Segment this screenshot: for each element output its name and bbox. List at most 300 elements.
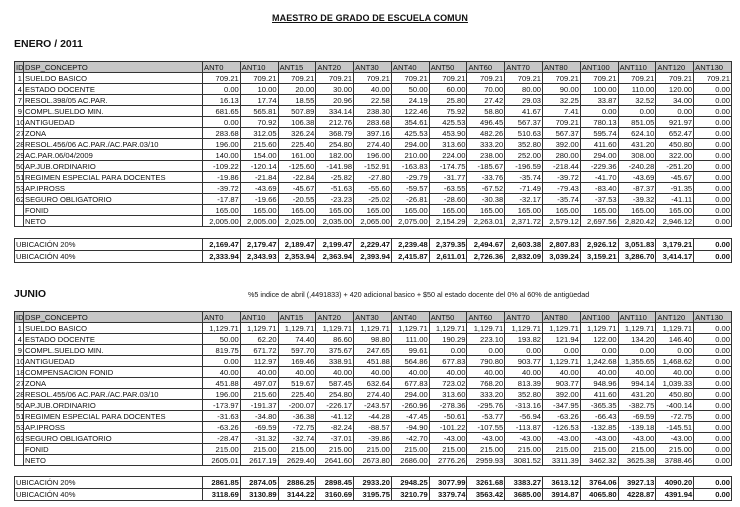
summary-value: 2,603.38	[505, 239, 543, 251]
cell-value: -31.32	[240, 433, 278, 444]
table-row	[15, 216, 732, 227]
cell-value: 671.72	[240, 345, 278, 356]
cell-value: -66.43	[580, 411, 618, 422]
row-id: 1	[15, 323, 24, 334]
cell-value: -71.49	[505, 183, 543, 194]
row-concept: AC.PAR.06/04/2009	[24, 150, 203, 161]
cell-value: -43.00	[505, 433, 543, 444]
row-id: 4	[15, 84, 24, 95]
row-id: 27	[16, 378, 25, 388]
cell-value: -243.57	[354, 400, 392, 411]
cell-value: 86.60	[316, 334, 354, 345]
cell-value: 0.00	[694, 356, 732, 367]
cell-value: 0.00	[618, 106, 656, 117]
cell-value: 20.00	[278, 84, 316, 95]
table-row	[15, 172, 732, 183]
summary-value: 3077.99	[429, 477, 467, 489]
cell-value: 165.00	[203, 205, 241, 216]
column-header: ANT50	[429, 62, 467, 73]
cell-value: 50.00	[391, 84, 429, 95]
summary-value: 2,494.67	[467, 239, 505, 251]
cell-value: -196.59	[505, 161, 543, 172]
table-row	[15, 422, 732, 433]
cell-value: 352.80	[505, 389, 543, 400]
cell-value: -26.81	[391, 194, 429, 205]
cell-value: 2,946.12	[656, 216, 694, 227]
cell-value: 0.00	[694, 444, 732, 455]
cell-value: 709.21	[316, 73, 354, 84]
cell-value: 58.80	[467, 106, 505, 117]
summary-value: 3927.13	[618, 477, 656, 489]
cell-value: 1,129.71	[354, 323, 392, 334]
summary-row	[15, 489, 732, 501]
table-row	[15, 378, 732, 389]
summary-value: 2874.05	[240, 477, 278, 489]
row-concept: ZONA	[24, 378, 203, 389]
row-id: 10	[16, 356, 25, 366]
cell-value: -23.23	[316, 194, 354, 205]
cell-value: 238.30	[354, 106, 392, 117]
cell-value: 165.00	[656, 205, 694, 216]
cell-value: 0.00	[467, 345, 505, 356]
cell-value: -43.00	[656, 433, 694, 444]
cell-value: 425.53	[429, 117, 467, 128]
cell-value: 597.70	[278, 345, 316, 356]
cell-value: 40.00	[580, 367, 618, 378]
cell-value: -72.75	[278, 422, 316, 433]
cell-value: 632.64	[354, 378, 392, 389]
cell-value: 0.00	[694, 95, 732, 106]
cell-value: 768.20	[467, 378, 505, 389]
cell-value: 0.00	[694, 106, 732, 117]
cell-value: 224.00	[429, 150, 467, 161]
cell-value: 165.00	[391, 205, 429, 216]
cell-value: -69.59	[240, 422, 278, 433]
cell-value: -39.72	[543, 172, 581, 183]
cell-value: 40.00	[240, 367, 278, 378]
row-concept: COMPL.SUELDO MIN.	[24, 345, 203, 356]
row-id: 9	[15, 345, 24, 356]
row-concept: REGIMEN ESPECIAL PARA DOCENTES	[24, 172, 203, 183]
cell-value: 196.00	[203, 139, 241, 150]
cell-value: -173.97	[203, 400, 241, 411]
column-header: ANT10	[240, 312, 278, 323]
cell-value: 903.77	[505, 356, 543, 367]
summary-value: 3563.42	[467, 489, 505, 501]
cell-value: 652.47	[656, 128, 694, 139]
summary-value: 2,353.94	[278, 251, 316, 263]
cell-value: -33.76	[467, 172, 505, 183]
cell-value: 994.14	[618, 378, 656, 389]
summary-value: 3,051.83	[618, 239, 656, 251]
row-concept: RESOL.398/05 AC.PAR.	[24, 95, 203, 106]
cell-value: 40.00	[391, 367, 429, 378]
cell-value: -88.57	[354, 422, 392, 433]
cell-value: 134.20	[618, 334, 656, 345]
cell-value: -120.14	[240, 161, 278, 172]
cell-value: 2686.00	[391, 455, 429, 466]
cell-value: -32.17	[505, 194, 543, 205]
header-row	[15, 312, 732, 323]
cell-value: 3625.38	[618, 455, 656, 466]
summary-label: UBICACIÓN 40%	[15, 251, 203, 263]
enero-summary-table	[14, 238, 732, 263]
cell-value: 1,129.71	[391, 323, 429, 334]
summary-value: 3210.79	[391, 489, 429, 501]
table-row	[15, 205, 732, 216]
cell-value: -43.00	[467, 433, 505, 444]
table-row	[15, 95, 732, 106]
cell-value: 2,035.00	[316, 216, 354, 227]
cell-value: -126.53	[543, 422, 581, 433]
cell-value: 215.00	[391, 444, 429, 455]
row-concept: SUELDO BASICO	[24, 73, 203, 84]
summary-value: 2,169.47	[203, 239, 241, 251]
cell-value: 2,005.00	[240, 216, 278, 227]
cell-value: 587.45	[316, 378, 354, 389]
row-concept: RESOL.455/06 AC.PAR./AC.PAR.03/10	[24, 389, 203, 400]
junio-table	[14, 311, 732, 466]
cell-value: -152.91	[354, 161, 392, 172]
cell-value: 247.65	[354, 345, 392, 356]
row-concept: ZONA	[24, 128, 203, 139]
cell-value: 182.00	[316, 150, 354, 161]
cell-value: 313.60	[429, 139, 467, 150]
cell-value: -37.01	[316, 433, 354, 444]
cell-value: 709.21	[203, 73, 241, 84]
cell-value: -226.17	[316, 400, 354, 411]
cell-value: -29.79	[391, 172, 429, 183]
cell-value: 507.89	[278, 106, 316, 117]
cell-value: 595.74	[580, 128, 618, 139]
cell-value: 948.96	[580, 378, 618, 389]
summary-value: 4065.80	[580, 489, 618, 501]
cell-value: 0.00	[580, 106, 618, 117]
cell-value: 111.00	[391, 334, 429, 345]
cell-value: 496.45	[467, 117, 505, 128]
column-header: ANT110	[618, 62, 656, 73]
cell-value: 0.00	[694, 84, 732, 95]
column-header: ANT70	[505, 62, 543, 73]
cell-value: 313.60	[429, 389, 467, 400]
cell-value: 1,129.71	[278, 323, 316, 334]
document-title: MAESTRO DE GRADO DE ESCUELA COMUN	[272, 13, 468, 23]
summary-value: 2,239.48	[391, 239, 429, 251]
column-header: DSP_CONCEPTO	[24, 312, 203, 323]
summary-value: 3,179.21	[656, 239, 694, 251]
cell-value: 1,039.33	[656, 378, 694, 389]
cell-value: 338.91	[316, 356, 354, 367]
cell-value: 0.00	[694, 433, 732, 444]
cell-value: 215.00	[354, 444, 392, 455]
cell-value: 411.60	[580, 389, 618, 400]
cell-value: -72.75	[656, 411, 694, 422]
cell-value: 161.00	[278, 150, 316, 161]
cell-value: 2,820.42	[618, 216, 656, 227]
cell-value: 2,025.00	[278, 216, 316, 227]
summary-value: 0.00	[694, 239, 732, 251]
cell-value: 100.00	[580, 84, 618, 95]
cell-value: 121.94	[543, 334, 581, 345]
cell-value: 215.00	[240, 444, 278, 455]
cell-value: 397.16	[354, 128, 392, 139]
cell-value: 18.55	[278, 95, 316, 106]
cell-value: 196.00	[203, 389, 241, 400]
cell-value: 215.00	[429, 444, 467, 455]
cell-value: -30.38	[467, 194, 505, 205]
cell-value: 283.68	[203, 128, 241, 139]
cell-value: 294.00	[580, 150, 618, 161]
cell-value: 122.46	[391, 106, 429, 117]
cell-value: -37.53	[580, 194, 618, 205]
cell-value: -39.72	[203, 183, 241, 194]
cell-value: 0.00	[429, 345, 467, 356]
cell-value: 333.20	[467, 139, 505, 150]
column-header: ANT10	[240, 62, 278, 73]
cell-value: 0.00	[694, 161, 732, 172]
row-concept: ANTIGUEDAD	[24, 356, 203, 367]
cell-value: 40.00	[505, 367, 543, 378]
cell-value: 30.00	[316, 84, 354, 95]
cell-value: 0.00	[694, 128, 732, 139]
column-header: ANT100	[580, 62, 618, 73]
cell-value: 0.00	[694, 422, 732, 433]
cell-value: -200.07	[278, 400, 316, 411]
cell-value: -51.63	[316, 183, 354, 194]
column-header: ANT40	[391, 62, 429, 73]
cell-value: 112.97	[240, 356, 278, 367]
cell-value: 165.00	[429, 205, 467, 216]
cell-value: 7.41	[543, 106, 581, 117]
cell-value: 312.05	[240, 128, 278, 139]
cell-value: 165.00	[543, 205, 581, 216]
row-concept: COMPENSACION FONID	[24, 367, 203, 378]
summary-value: 4228.87	[618, 489, 656, 501]
cell-value: 0.00	[694, 150, 732, 161]
summary-value: 3764.06	[580, 477, 618, 489]
cell-value: -25.82	[316, 172, 354, 183]
enero-table	[14, 61, 732, 227]
cell-value: 50.00	[203, 334, 241, 345]
cell-value: 40.00	[316, 367, 354, 378]
summary-value: 3195.75	[354, 489, 392, 501]
cell-value: 40.00	[429, 367, 467, 378]
junio-summary-table	[14, 476, 732, 501]
table-row	[15, 183, 732, 194]
cell-value: 0.00	[203, 117, 241, 128]
cell-value: -109.22	[203, 161, 241, 172]
column-header: ID	[16, 62, 24, 72]
summary-row	[15, 477, 732, 489]
cell-value: -45.67	[656, 172, 694, 183]
table-row	[15, 128, 732, 139]
cell-value: 2605.01	[203, 455, 241, 466]
table-row	[15, 433, 732, 444]
cell-value: 1,129.71	[429, 323, 467, 334]
cell-value: 709.21	[580, 73, 618, 84]
cell-value: -59.57	[391, 183, 429, 194]
cell-value: -55.60	[354, 183, 392, 194]
summary-value: 2886.25	[278, 477, 316, 489]
cell-value: -79.43	[543, 183, 581, 194]
cell-value: -35.74	[505, 172, 543, 183]
summary-value: 2,189.47	[278, 239, 316, 251]
cell-value: 169.46	[278, 356, 316, 367]
summary-value: 2948.25	[391, 477, 429, 489]
row-id: 28	[16, 139, 25, 149]
table-row	[15, 356, 732, 367]
column-header: ANT50	[429, 312, 467, 323]
summary-value: 2898.45	[316, 477, 354, 489]
summary-value: 2,726.36	[467, 251, 505, 263]
column-header: ANT130	[694, 62, 732, 73]
cell-value: 375.67	[316, 345, 354, 356]
summary-value: 2861.85	[203, 477, 241, 489]
cell-value: 40.00	[354, 84, 392, 95]
column-header: ANT15	[278, 312, 316, 323]
column-header: ANT40	[391, 312, 429, 323]
row-id	[15, 455, 24, 466]
cell-value: -141.98	[316, 161, 354, 172]
column-header: ANT80	[543, 312, 581, 323]
cell-value: -43.69	[240, 183, 278, 194]
row-id: 10	[16, 117, 25, 127]
table-row	[15, 367, 732, 378]
cell-value: 0.00	[694, 117, 732, 128]
cell-value: 254.80	[316, 139, 354, 150]
cell-value: 2959.93	[467, 455, 505, 466]
row-id: 4	[15, 334, 24, 345]
table-row	[15, 411, 732, 422]
cell-value: 564.86	[391, 356, 429, 367]
cell-value: 519.67	[278, 378, 316, 389]
cell-value: -101.22	[429, 422, 467, 433]
cell-value: -47.45	[391, 411, 429, 422]
section-title-enero: ENERO / 2011	[14, 38, 83, 50]
cell-value: 2,005.00	[203, 216, 241, 227]
summary-value: 3130.89	[240, 489, 278, 501]
cell-value: 190.29	[429, 334, 467, 345]
cell-value: 32.25	[543, 95, 581, 106]
cell-value: 165.00	[316, 205, 354, 216]
cell-value: 110.00	[618, 84, 656, 95]
table-row	[15, 334, 732, 345]
cell-value: 146.40	[656, 334, 694, 345]
cell-value: 709.21	[694, 73, 732, 84]
cell-value: 0.00	[694, 205, 732, 216]
column-header: ANT20	[316, 312, 354, 323]
cell-value: 1,129.71	[240, 323, 278, 334]
cell-value: 709.21	[278, 73, 316, 84]
summary-label: UBICACIÓN 20%	[15, 477, 203, 489]
cell-value: -35.74	[543, 194, 581, 205]
cell-value: -91.35	[656, 183, 694, 194]
cell-value: 0.00	[694, 172, 732, 183]
cell-value: 280.00	[543, 150, 581, 161]
cell-value: -295.76	[467, 400, 505, 411]
table-row	[15, 389, 732, 400]
cell-value: -25.02	[354, 194, 392, 205]
cell-value: -400.14	[656, 400, 694, 411]
row-concept: FONID	[24, 444, 203, 455]
row-id: 53	[16, 422, 25, 432]
cell-value: 565.81	[240, 106, 278, 117]
row-concept: FONID	[24, 205, 203, 216]
cell-value: 212.76	[316, 117, 354, 128]
row-id: 28	[16, 389, 25, 399]
summary-value: 0.00	[694, 489, 732, 501]
cell-value: -63.26	[203, 422, 241, 433]
cell-value: 225.40	[278, 139, 316, 150]
summary-row	[15, 239, 732, 251]
summary-value: 2,179.47	[240, 239, 278, 251]
row-id: 27	[16, 128, 25, 138]
cell-value: 80.00	[505, 84, 543, 95]
column-header: ANT120	[656, 62, 694, 73]
column-header: ID	[16, 312, 24, 322]
row-id	[15, 216, 24, 227]
cell-value: 392.00	[543, 389, 581, 400]
cell-value: 223.10	[467, 334, 505, 345]
cell-value: 482.26	[467, 128, 505, 139]
cell-value: 40.00	[543, 367, 581, 378]
cell-value: 215.60	[240, 389, 278, 400]
cell-value: 1,129.71	[203, 323, 241, 334]
cell-value: 24.19	[391, 95, 429, 106]
row-id: 18	[16, 367, 25, 377]
column-header: DSP_CONCEPTO	[24, 62, 203, 73]
cell-value: -17.87	[203, 194, 241, 205]
cell-value: 677.83	[391, 378, 429, 389]
cell-value: 27.42	[467, 95, 505, 106]
cell-value: 2,371.72	[505, 216, 543, 227]
cell-value: 352.80	[505, 139, 543, 150]
cell-value: -44.28	[354, 411, 392, 422]
cell-value: 411.60	[580, 139, 618, 150]
cell-value: 0.00	[694, 323, 732, 334]
cell-value: 40.00	[278, 367, 316, 378]
row-id	[15, 444, 24, 455]
cell-value: 567.37	[505, 117, 543, 128]
cell-value: -42.70	[391, 433, 429, 444]
cell-value: 0.00	[694, 183, 732, 194]
table-row	[15, 117, 732, 128]
summary-value: 3144.22	[278, 489, 316, 501]
table-row	[15, 150, 732, 161]
cell-value: 709.21	[354, 73, 392, 84]
cell-value: 851.05	[618, 117, 656, 128]
summary-value: 2,363.94	[316, 251, 354, 263]
summary-value: 3,414.17	[656, 251, 694, 263]
cell-value: 0.00	[543, 345, 581, 356]
cell-value: 2,579.12	[543, 216, 581, 227]
cell-value: -185.67	[467, 161, 505, 172]
cell-value: 41.67	[505, 106, 543, 117]
cell-value: 497.07	[240, 378, 278, 389]
cell-value: -41.12	[316, 411, 354, 422]
cell-value: 0.00	[618, 345, 656, 356]
cell-value: -41.11	[656, 194, 694, 205]
cell-value: 70.00	[467, 84, 505, 95]
cell-value: -45.67	[278, 183, 316, 194]
cell-value: -240.28	[618, 161, 656, 172]
cell-value: 0.00	[694, 400, 732, 411]
cell-value: 193.82	[505, 334, 543, 345]
row-id: 53	[16, 183, 25, 193]
cell-value: 165.00	[467, 205, 505, 216]
cell-value: 215.00	[505, 444, 543, 455]
cell-value: -107.55	[467, 422, 505, 433]
